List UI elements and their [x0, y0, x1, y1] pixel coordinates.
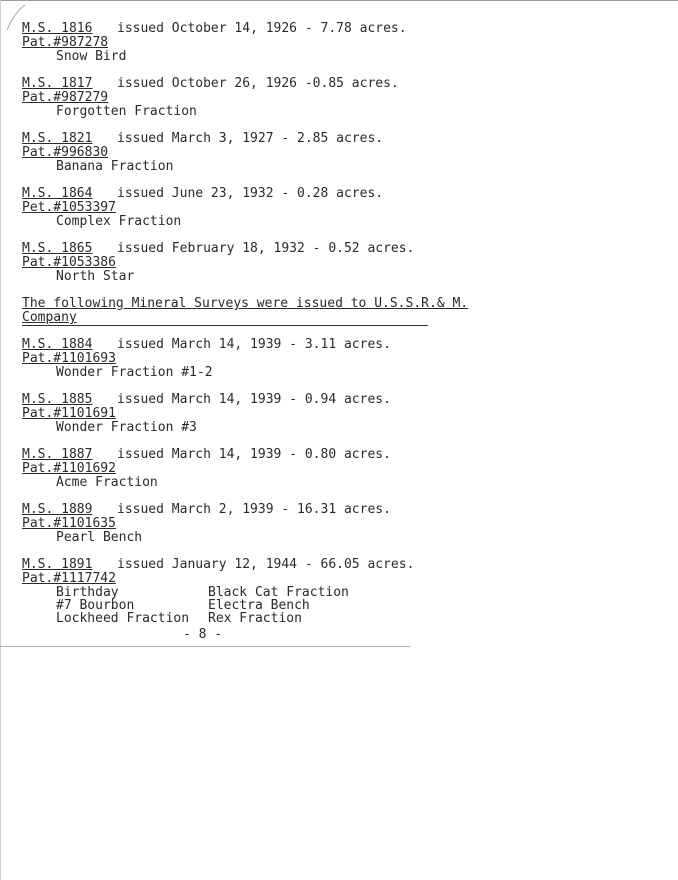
survey-entry [22, 187, 662, 229]
claim-name: Lockheed Fraction [56, 611, 190, 626]
survey-entry [22, 22, 662, 64]
issue-details: issued February 18, 1932 - 0.52 acres. [117, 241, 415, 256]
claim-name: Snow Bird [56, 49, 127, 64]
survey-entry [22, 338, 662, 380]
issue-details: issued October 26, 1926 -0.85 acres. [117, 76, 399, 91]
issue-details: issued June 23, 1932 - 0.28 acres. [117, 186, 384, 201]
claim-name: Birthday [56, 585, 119, 600]
claim-name: Complex Fraction [56, 214, 182, 229]
claim-name: Acme Fraction [56, 475, 158, 490]
patent-number: Pat.#1053386 [22, 255, 116, 270]
page-footer [0, 624, 678, 654]
issue-details: issued October 14, 1926 - 7.78 acres. [117, 21, 407, 36]
scan-top-edge [0, 0, 678, 1]
survey-number: M.S. 1864 [22, 186, 93, 201]
survey-entry [22, 132, 662, 174]
patent-number: Pet.#1053397 [22, 200, 116, 215]
patent-number: Pat.#987278 [22, 35, 109, 50]
patent-number: Pat.#1101692 [22, 461, 116, 476]
claim-name: Electra Bench [208, 598, 310, 613]
survey-number: M.S. 1865 [22, 241, 93, 256]
footer-rule [0, 646, 410, 647]
survey-listing [22, 22, 662, 638]
survey-entry [22, 503, 662, 545]
survey-number: M.S. 1887 [22, 447, 93, 462]
survey-number: M.S. 1816 [22, 21, 93, 36]
scan-left-edge [0, 0, 1, 880]
survey-entry [22, 77, 662, 119]
claim-name: Pearl Bench [56, 530, 143, 545]
survey-number: M.S. 1891 [22, 557, 93, 572]
claim-name: Wonder Fraction #1-2 [56, 365, 213, 380]
survey-number: M.S. 1889 [22, 502, 93, 517]
issue-details: issued March 14, 1939 - 0.94 acres. [117, 392, 391, 407]
notice-line-1: The following Mineral Surveys were issued to U.S.S.R.& M. [22, 296, 469, 311]
notice-line-2: Company [22, 310, 77, 325]
claim-name: Wonder Fraction #3 [56, 420, 197, 435]
survey-entry [22, 242, 662, 284]
survey-entry [22, 393, 662, 435]
claim-name: Forgotten Fraction [56, 104, 197, 119]
survey-number: M.S. 1885 [22, 392, 93, 407]
survey-entry [22, 448, 662, 490]
claim-name: Banana Fraction [56, 159, 174, 174]
survey-entry [22, 558, 662, 625]
issue-details: issued March 14, 1939 - 3.11 acres. [117, 337, 391, 352]
issue-details: issued March 2, 1939 - 16.31 acres. [117, 502, 391, 517]
survey-number: M.S. 1884 [22, 337, 93, 352]
issue-details: issued March 3, 1927 - 2.85 acres. [117, 131, 384, 146]
patent-number: Pat.#1117742 [22, 571, 116, 586]
survey-number: M.S. 1821 [22, 131, 93, 146]
patent-number: Pat.#1101693 [22, 351, 116, 366]
patent-number: Pat.#987279 [22, 90, 109, 105]
claim-name: Rex Fraction [208, 611, 302, 626]
patent-number: Pat.#1101691 [22, 406, 116, 421]
claim-name: North Star [56, 269, 135, 284]
claim-name: #7 Bourbon [56, 598, 135, 613]
issue-details: issued January 12, 1944 - 66.05 acres. [117, 557, 415, 572]
company-notice [22, 296, 469, 326]
claim-names-columns [22, 586, 662, 625]
page-number: - 8 - [183, 627, 223, 642]
patent-number: Pat.#996830 [22, 145, 109, 160]
patent-number: Pat.#1101635 [22, 516, 116, 531]
issue-details: issued March 14, 1939 - 0.80 acres. [117, 447, 391, 462]
claim-name: Black Cat Fraction [208, 585, 349, 600]
survey-number: M.S. 1817 [22, 76, 93, 91]
